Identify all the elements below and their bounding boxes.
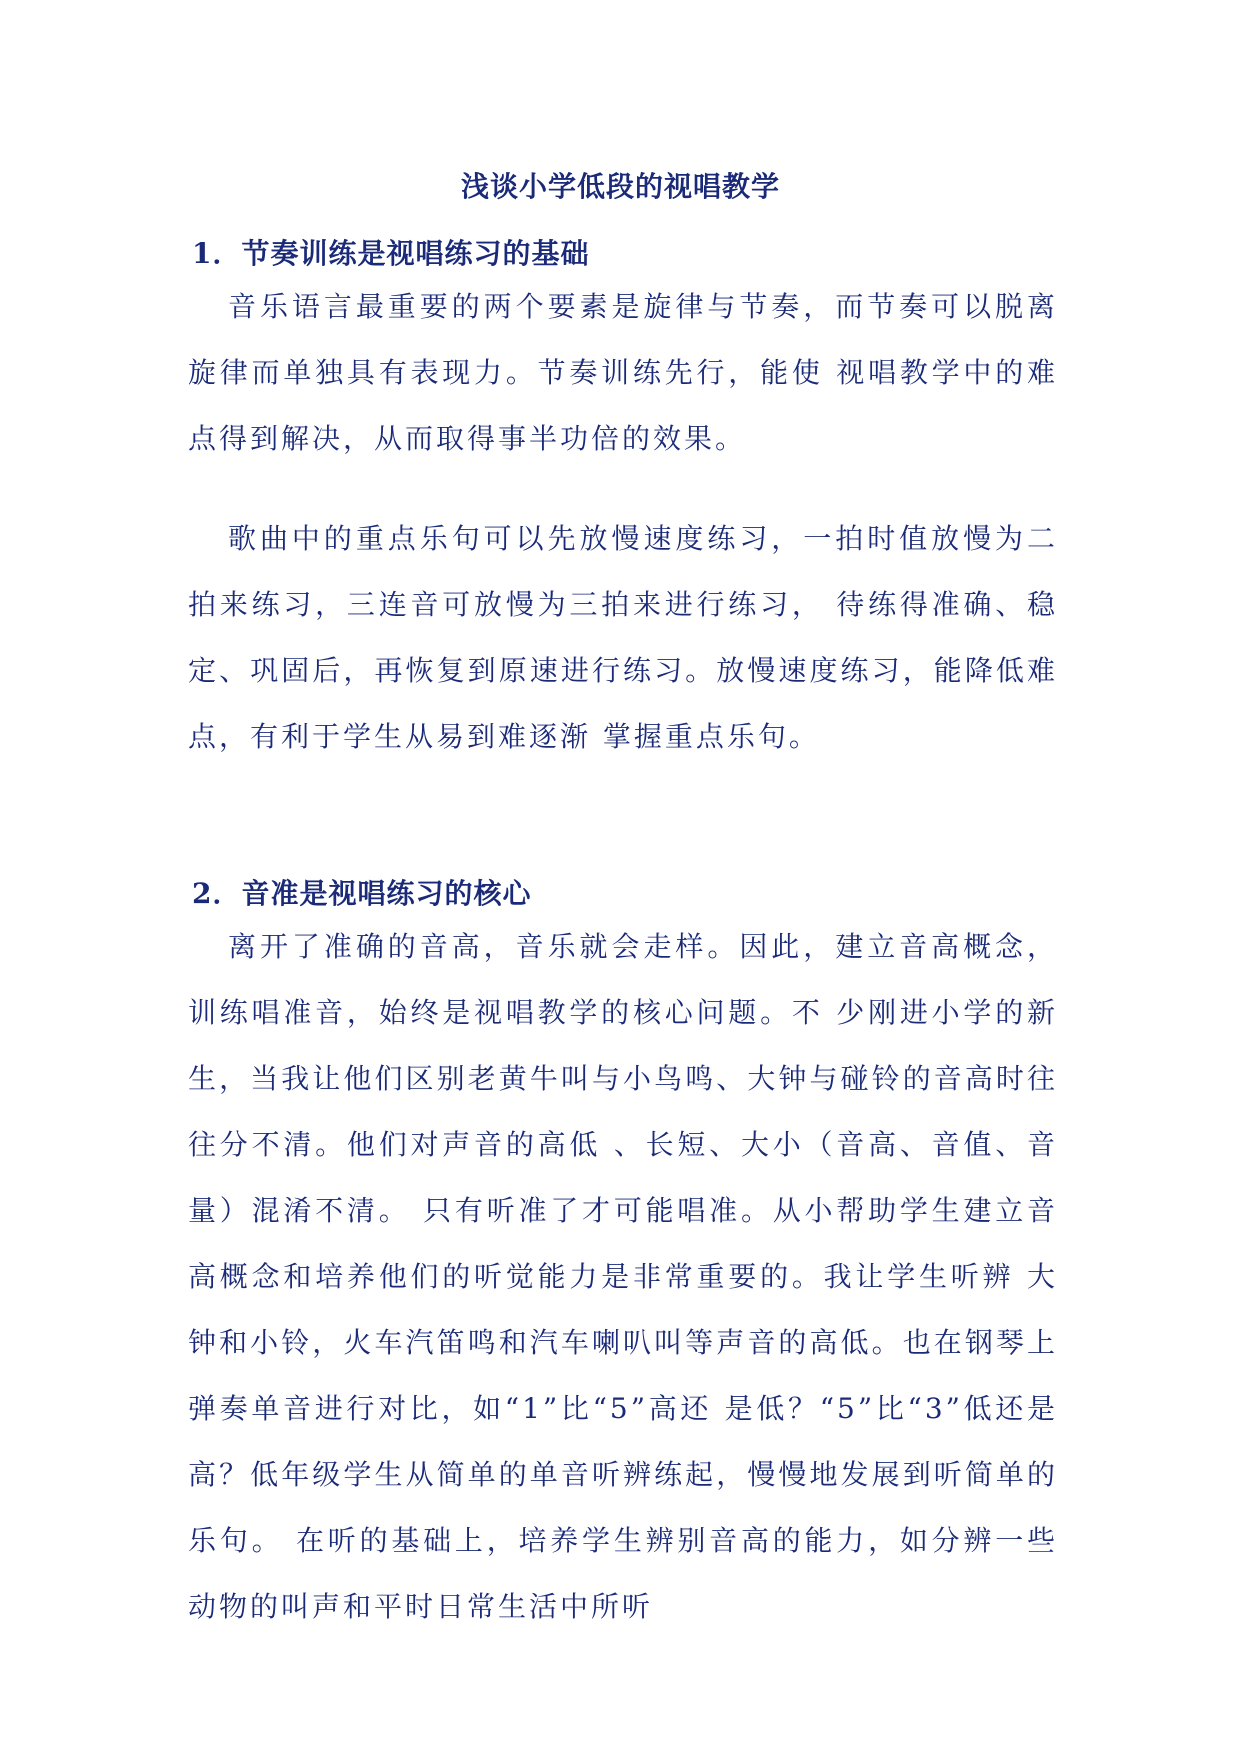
section-1-paragraph-1: 音乐语言最重要的两个要素是旋律与节奏，而节奏可以脱离旋律而单独具有表现力。节奏训练先行，能使 视唱教学中的难点得到解决，从而取得事半功倍的效果。 (188, 290, 1058, 455)
section-1-heading: 1．节奏训练是视唱练习的基础 (192, 237, 590, 270)
section-2-paragraph-1: 离开了准确的音高，音乐就会走样。因此，建立音高概念，训练唱准音，始终是视唱教学的核心问题。不 少刚进小学的新生，当我让他们区别老黄牛叫与小鸟鸣、大钟与碰铃的音高时往往分不清。他们对声音的高低 、长短、大小（音高、音值、音量）混淆不清。 只有听准了才可能唱准。从小帮助学生建立音高概念和培养他们的听觉能力是非常重要的。我让学生听辨 大钟和小铃，火车汽笛鸣和汽车喇叭叫等声音的高低。也在钢琴上弹奏单音进行对比，如“1”比“5”高还 是低？“5”比“3”低还是高？低年级学生从简单的单音听辨练起，慢慢地发展到听简单的乐句。 在听的基础上，培养学生辨别音高的能力，如分辨一些动物的叫声和平时日常生活中所听 (188, 930, 1058, 1623)
section-2-heading: 2．音准是视唱练习的核心 (192, 877, 532, 910)
section-1-paragraph-2: 歌曲中的重点乐句可以先放慢速度练习，一拍时值放慢为二拍来练习，三连音可放慢为三拍来进行练习， 待练得准确、稳定、巩固后，再恢复到原速进行练习。放慢速度练习，能降低难点，有利于学生从易到难逐渐 掌握重点乐句。 (188, 522, 1058, 753)
document-title: 浅谈小学低段的视唱教学 (460, 170, 780, 203)
